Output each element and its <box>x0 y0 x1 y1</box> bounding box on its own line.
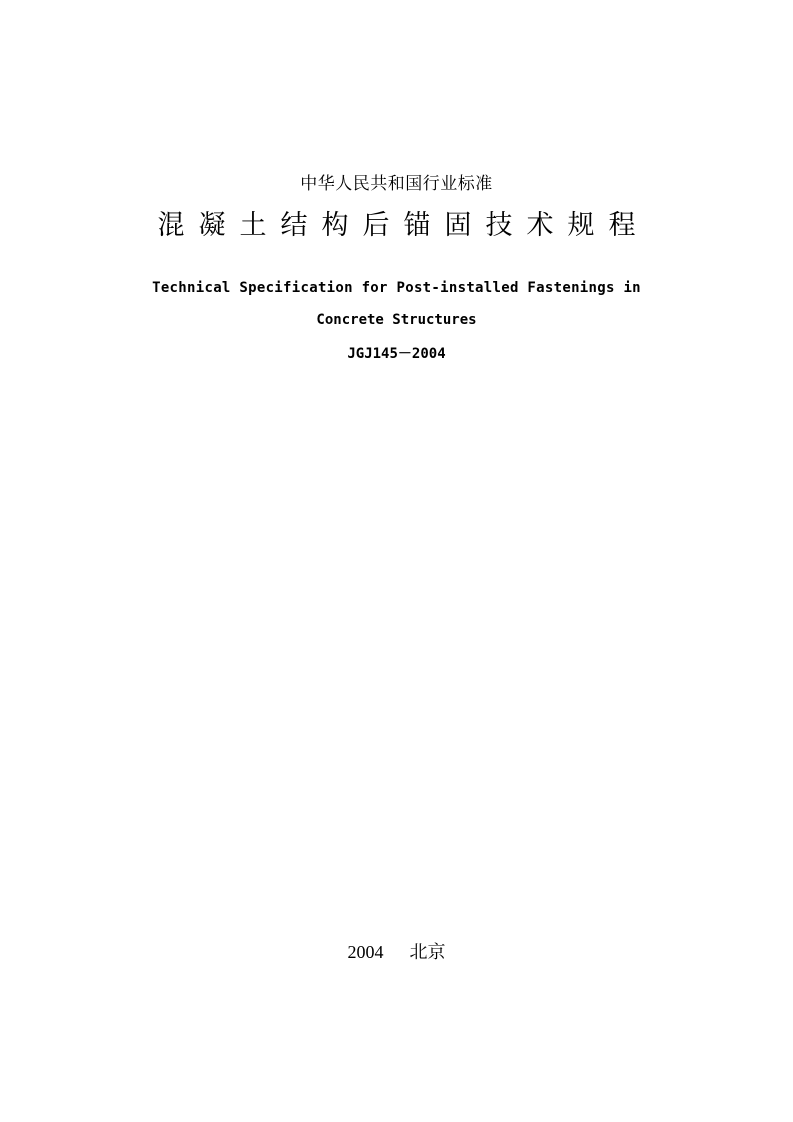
publication-footer <box>0 938 793 964</box>
document-title-english-line2: Concrete Structures <box>316 312 477 328</box>
standard-code: JGJ145－2004 <box>347 346 446 362</box>
document-title-english-line1: Technical Specification for Post-installed Fastenings in <box>152 280 641 296</box>
standard-category: 中华人民共和国行业标准 <box>300 174 493 194</box>
publication-place: 北京 <box>409 942 446 962</box>
document-title-chinese: 混凝土结构后锚固技术规程 <box>157 210 650 241</box>
publication-year: 2004 <box>347 942 384 962</box>
